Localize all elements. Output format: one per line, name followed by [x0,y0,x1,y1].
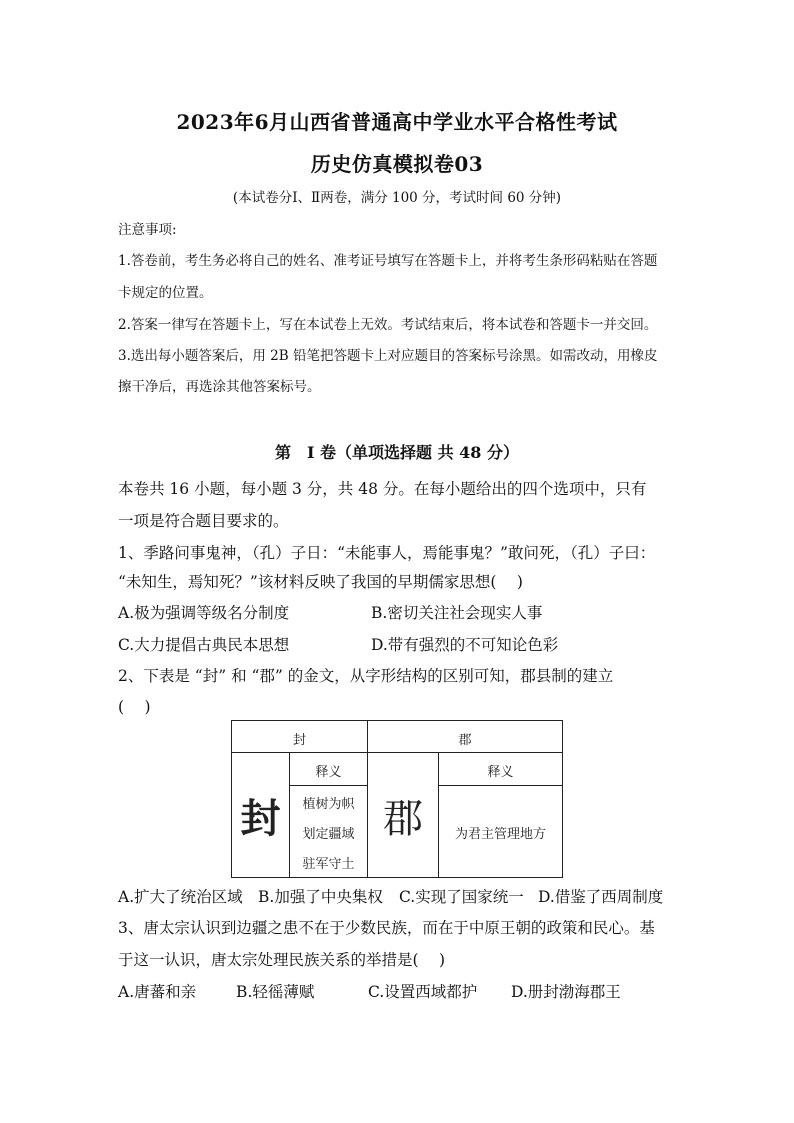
feng-meaning: 植树为帜 [302,797,355,812]
section-intro: 一项是符合题目要求的。 [118,512,289,530]
section-title: 第 I 卷（单项选择题 共 48 分） [274,443,520,462]
jun-glyph: 郡 [383,796,423,842]
question-2-option-d: D.借鉴了西周制度 [538,888,664,906]
question-3-stem: 3、唐太宗认识到边疆之患不在于少数民族，而在于中原王朝的政策和民心。基 [118,919,655,937]
feng-meaning: 驻军守土 [302,857,355,872]
question-3-option-d: D.册封渤海郡王 [511,983,621,1001]
question-3-stem: 于这一认识，唐太宗处理民族关系的举措是( ) [118,951,446,969]
page-title: 2023年6月山西省普通高中学业水平合格性考试 [176,110,618,134]
question-1-option-b: B.密切关注社会现实人事 [371,604,543,622]
question-1-option-c: C.大力提倡古典民本思想 [118,636,290,654]
question-2-option-a: A.扩大了统治区域 [118,888,243,906]
note-line: 2.答案一律写在答题卡上，写在本试卷上无效。考试结束后，将本试卷和答题卡一并交回。 [118,317,658,333]
question-1-option-a: A.极为强调等级名分制度 [118,604,290,622]
exam-info: (本试卷分Ⅰ、Ⅱ两卷，满分 100 分，考试时间 60 分钟) [232,190,562,206]
character-table [231,720,563,878]
jun-meaning-label: 释义 [487,765,514,780]
question-1-stem: “未知生，焉知死？”该材料反映了我国的早期儒家思想( ) [118,573,523,591]
feng-meaning: 划定疆域 [302,827,355,842]
question-3-option-c: C.设置西域都护 [368,983,478,1001]
jun-meaning: 为君主管理地方 [454,827,546,842]
question-2-stem: 2、下表是 “封” 和 “郡” 的金文，从字形结构的区别可知，郡县制的建立 [118,667,614,685]
page-subtitle: 历史仿真模拟卷03 [310,152,484,176]
question-2-option-b: B.加强了中央集权 [258,888,383,906]
question-3-option-a: A.唐蕃和亲 [118,983,197,1001]
note-line: 3.选出每小题答案后，用 2B 铅笔把答题卡上对应题目的答案标号涂黑。如需改动，用橡皮 [118,348,658,364]
note-line: 卡规定的位置。 [118,285,213,301]
note-line: 擦干净后，再选涂其他答案标号。 [118,379,321,395]
note-line: 1.答卷前，考生务必将自己的姓名、准考证号填写在答题卡上，并将考生条形码粘贴在答题 [118,253,658,269]
table-header-feng: 封 [292,733,306,748]
question-1-option-d: D.带有强烈的不可知论色彩 [371,636,559,654]
table-header-jun: 郡 [458,733,472,748]
feng-glyph: 封 [240,795,281,842]
question-2-stem: ( ) [118,698,151,716]
notes-heading: 注意事项: [118,222,177,238]
section-intro: 本卷共 16 小题，每小题 3 分，共 48 分。在每小题给出的四个选项中，只有 [118,480,647,498]
question-1-stem: 1、季路问事鬼神，（孔）子日：“未能事人，焉能事鬼？”敢问死，（孔）子曰： [118,544,656,562]
feng-meaning-label: 释义 [315,765,342,780]
question-3-option-b: B.轻徭薄赋 [236,983,315,1001]
question-2-option-c: C.实现了国家统一 [399,888,524,906]
